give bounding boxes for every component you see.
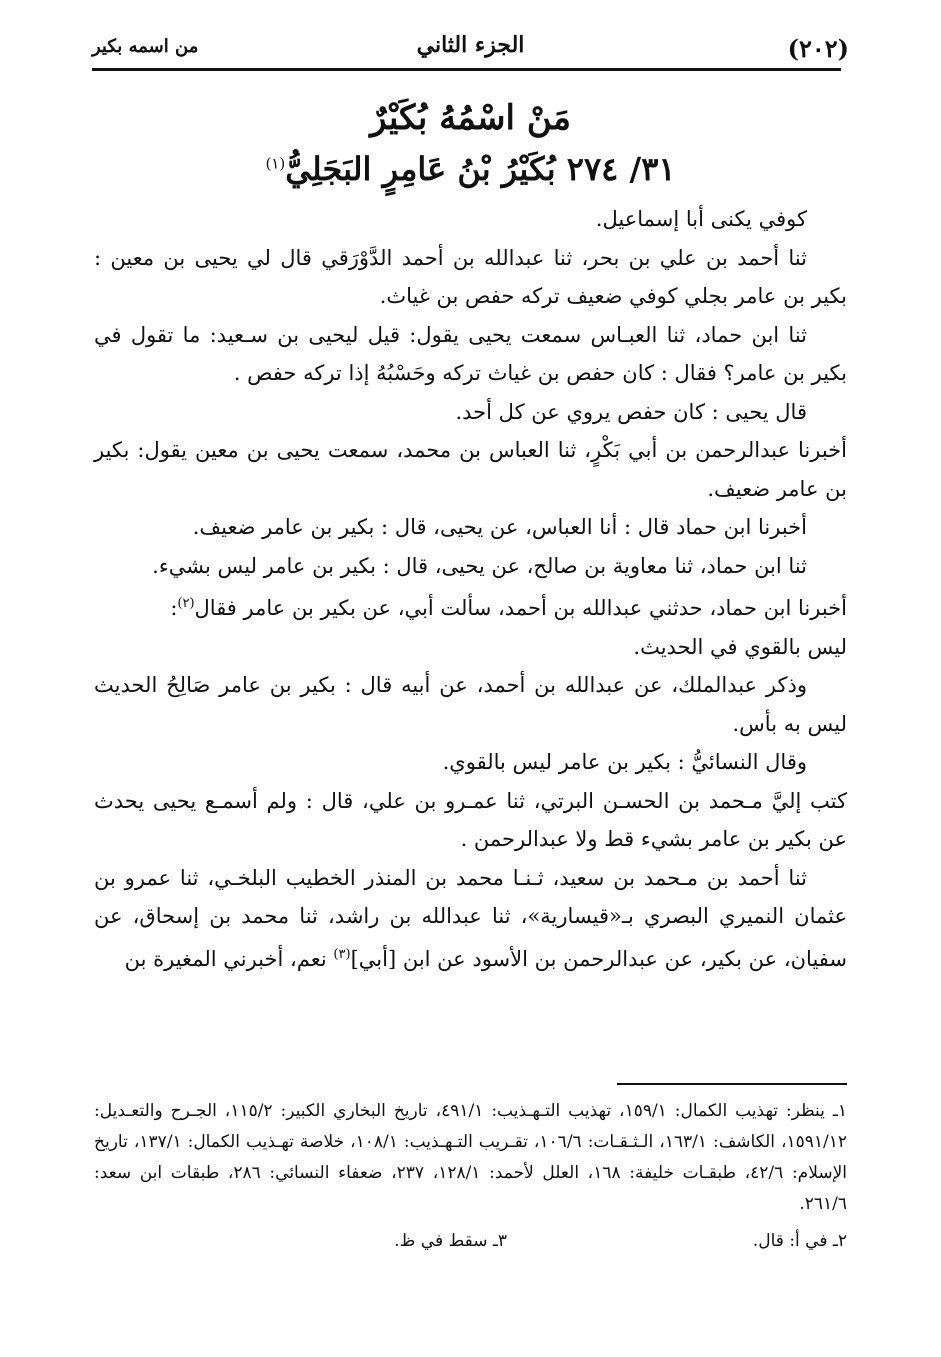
paragraph: أخبرنا عبدالرحمن بن أبي بَكْرٍ، ثنا العباس بن محمد، سمعت يحيى بن معين يقول: بكير بن عامر ضعيف.: [94, 438, 847, 501]
footnotes: [94, 1096, 847, 1257]
footnote-2: ٢ـ في أ: قال.: [752, 1231, 847, 1251]
paragraph-text: ثنا أحمد بن مـحمد بن سعيد، ثـنـا محمد بن المنذر الخطيب البلخـي، ثنا عمرو بن عثمان النميري البصري بـ«قيسارية»، ثنا عبدالله بن راشد، ثنا محمد بن إسحاق، عن سفيان، عن بكير، عن عبدالرحمن بن الأسود عن ابن: [94, 865, 847, 971]
paragraph: ثنا ابن حماد، ثنا معاوية بن صالح، عن يحيى، قال : بكير بن عامر ليس بشيء.: [152, 553, 807, 578]
paragraph: كوفي يكنى أبا إسماعيل.: [595, 207, 807, 231]
paragraph: وذكر عبدالملك، عن عبدالله بن أحمد، عن أبيه قال : بكير بن عامر صَالِحُ الحديث ليس به بأس.: [94, 673, 847, 736]
paragraph: ليس بالقوي في الحديث.: [633, 634, 847, 659]
paragraph-text: نعم، أخبرني المغيرة بن: [124, 946, 327, 971]
header-divider: [92, 68, 841, 71]
footnote-ref-2: (٢): [177, 596, 195, 611]
paragraph: قال يحيى : كان حفص يروي عن كل أحد.: [455, 399, 807, 424]
paragraph: [94, 585, 847, 628]
paragraph-text: :: [170, 596, 178, 620]
footnote-3: ٣ـ سقط في ظ.: [394, 1231, 507, 1251]
paragraph-text: أخبرنا ابن حماد، حدثني عبدالله بن أحمد، سألت أبي، عن بكير بن عامر فقال: [194, 596, 847, 620]
paragraph: ثنا ابن حماد، ثنا العبـاس سمعت يحيى يقول: قيل ليحيى بن سـعيد: ما تقول في بكير بن عامر؟ فقال : كان حفص بن غياث تركه وحَسْبُهُ إذا تركه حفص .: [94, 322, 847, 385]
entry-heading-text: ٣١/ ٢٧٤ بُكَيْرُ بْنُ عَامِرٍ البَجَلِيُّ: [285, 150, 676, 188]
footnote-ref-3: (٣): [333, 946, 351, 962]
paragraph: [94, 859, 847, 979]
paragraph: كتب إليَّ مـحمد بن الحسـن البرتي، ثنا عمـرو بن علي، قال : ولم أسمـع يحيى يحدث عن بكير بن عامر بشيء قط ولا عبدالرحمن .: [94, 788, 847, 851]
bracket-insert: [أبي]: [350, 946, 397, 971]
footnote-1: ١ـ ينظر: تهذيب الكمال: ١٥٩/١، تهذيب التـهـذيب: ٤٩١/١، تاريخ البخاري الكبير: ١١٥/٢، الجـرح والتعـديل: ١٥٩١/١٢، الكاشف: ١٦٣/١، الـثـقـات: ١٠٦/٦، تقـريب التـهـذيب: ١٠٨/١، خلاصة تهـذيب الكمال: ١٣٧/١، تاريخ الإسلام: ٤٢/٦، طبقـات خليفة: ١٦٨، العلل لأحمد: ١٢٨/١، ٢٣٧، ضعفاء النسائي: ٢٨٦، طبقات ابن سعد: ٢٦١/٦.: [94, 1101, 848, 1214]
footnote-row: [94, 1226, 847, 1257]
paragraph: وقال النسائيُّ : بكير بن عامر ليس بالقوي.: [442, 750, 807, 774]
footnote-divider: [617, 1083, 847, 1085]
entry-heading: [0, 150, 941, 188]
paragraph: ثنا أحمد بن علي بن بحر، ثنا عبدالله بن أحمد الدَّوْرَقي قال لي يحيى بن معين : بكير بن عامر بجلي كوفي ضعيف تركه حفص بن غياث.: [94, 245, 847, 308]
footnote-ref-1: (١): [265, 154, 286, 173]
page-header: [92, 26, 849, 68]
running-title: من اسمه بكير: [92, 36, 199, 57]
main-text: [94, 200, 847, 978]
paragraph: أخبرنا ابن حماد قال : أنا العباس، عن يحيى، قال : بكير بن عامر ضعيف.: [192, 515, 807, 539]
page-number: (٢٠٢): [787, 34, 849, 63]
section-heading: مَنْ اسْمُهُ بُكَيْرٌ: [370, 98, 571, 138]
volume-title: الجزء الثاني: [416, 32, 525, 58]
